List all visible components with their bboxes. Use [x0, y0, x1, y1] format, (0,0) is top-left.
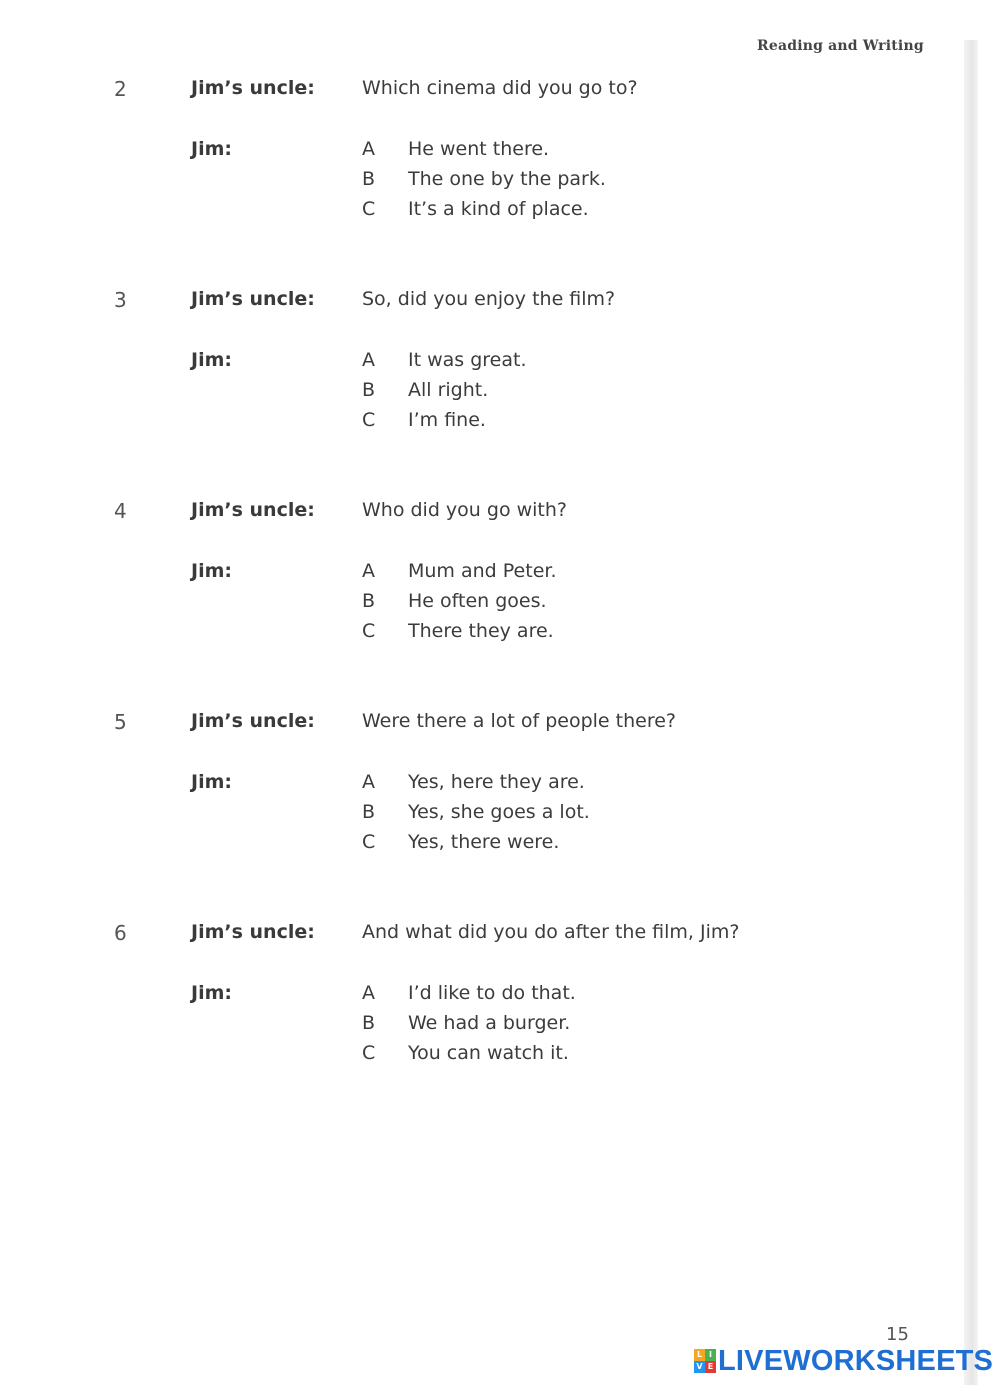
question-number: 6	[114, 921, 127, 945]
option-letter: A	[362, 771, 375, 793]
option-letter: A	[362, 349, 375, 371]
question-prompt: So, did you enjoy the film?	[362, 288, 616, 310]
speaker-uncle-label: Jim’s uncle:	[191, 710, 315, 732]
question-prompt: And what did you do after the film, Jim?	[362, 921, 740, 943]
question-6	[0, 921, 1000, 1111]
option-text: It’s a kind of place.	[408, 198, 589, 220]
option-text: I’d like to do that.	[408, 982, 576, 1004]
option-text: He went there.	[408, 138, 550, 160]
option-letter: C	[362, 831, 376, 853]
question-3	[0, 288, 1000, 478]
question-number: 3	[114, 288, 127, 312]
question-number: 5	[114, 710, 127, 734]
question-number: 4	[114, 499, 127, 523]
option-letter: C	[362, 1042, 376, 1064]
logo-icon-letter: I	[705, 1349, 716, 1361]
question-number: 2	[114, 77, 127, 101]
option-letter: B	[362, 1012, 376, 1034]
speaker-uncle-label: Jim’s uncle:	[191, 77, 315, 99]
option-letter: A	[362, 560, 375, 582]
option-text: Yes, she goes a lot.	[408, 801, 590, 823]
speaker-jim-label: Jim:	[191, 771, 232, 793]
option-text: The one by the park.	[408, 168, 606, 190]
option-text: You can watch it.	[408, 1042, 569, 1064]
option-letter: C	[362, 620, 376, 642]
option-letter: B	[362, 379, 376, 401]
speaker-uncle-label: Jim’s uncle:	[191, 499, 315, 521]
logo-icon-letter: E	[705, 1361, 716, 1373]
question-2	[0, 77, 1000, 267]
speaker-uncle-label: Jim’s uncle:	[191, 921, 315, 943]
logo-text: LIVEWORKSHEETS	[718, 1344, 994, 1377]
option-letter: B	[362, 590, 376, 612]
option-text: We had a burger.	[408, 1012, 571, 1034]
page-number: 15	[886, 1324, 909, 1345]
option-letter: C	[362, 198, 376, 220]
option-letter: B	[362, 801, 376, 823]
question-prompt: Who did you go with?	[362, 499, 568, 521]
option-text: Yes, here they are.	[408, 771, 585, 793]
speaker-jim-label: Jim:	[191, 349, 232, 371]
option-letter: A	[362, 982, 375, 1004]
option-text: There they are.	[408, 620, 554, 642]
question-prompt: Which cinema did you go to?	[362, 77, 638, 99]
speaker-jim-label: Jim:	[191, 560, 232, 582]
option-text: All right.	[408, 379, 489, 401]
option-letter: A	[362, 138, 375, 160]
speaker-jim-label: Jim:	[191, 982, 232, 1004]
option-text: Yes, there were.	[408, 831, 560, 853]
logo-icon-letter: V	[694, 1361, 705, 1373]
liveworksheets-logo-icon	[694, 1349, 716, 1373]
question-4	[0, 499, 1000, 689]
page-header: Reading and Writing	[757, 38, 924, 54]
speaker-jim-label: Jim:	[191, 138, 232, 160]
option-text: I’m fine.	[408, 409, 486, 431]
question-prompt: Were there a lot of people there?	[362, 710, 677, 732]
liveworksheets-logo	[694, 1345, 993, 1377]
option-letter: B	[362, 168, 376, 190]
speaker-uncle-label: Jim’s uncle:	[191, 288, 315, 310]
option-text: Mum and Peter.	[408, 560, 557, 582]
logo-icon-letter: L	[694, 1349, 705, 1361]
option-letter: C	[362, 409, 376, 431]
question-5	[0, 710, 1000, 900]
option-text: He often goes.	[408, 590, 547, 612]
option-text: It was great.	[408, 349, 527, 371]
